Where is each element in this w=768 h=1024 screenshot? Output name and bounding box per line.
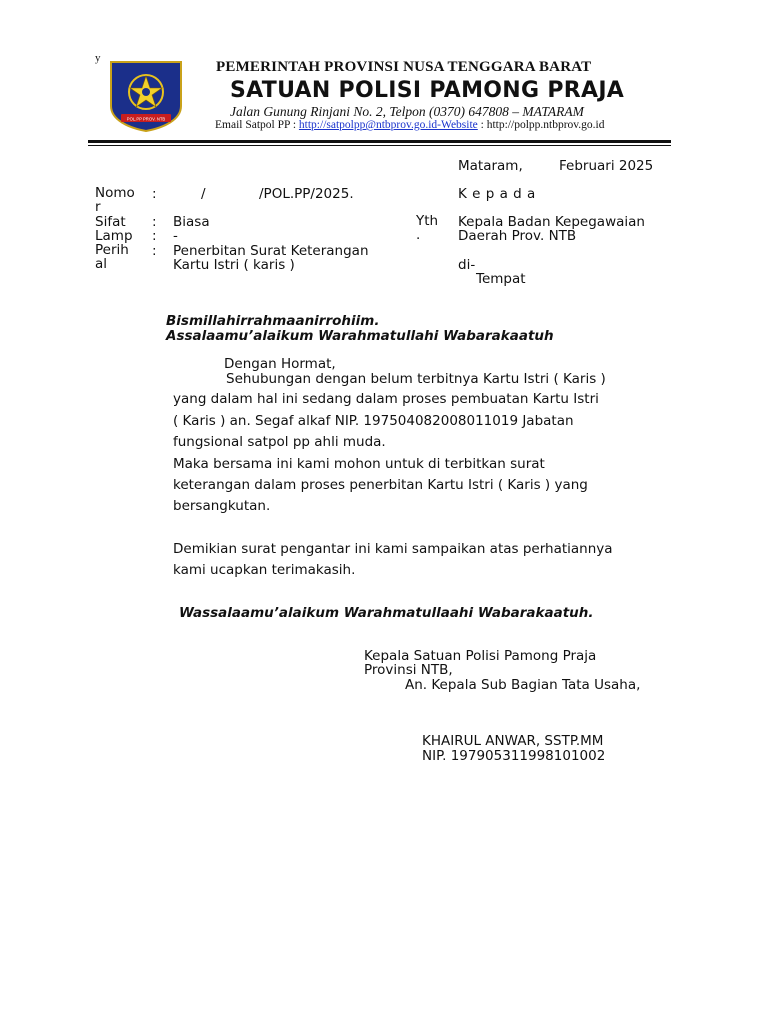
recipient-line2: Daerah Prov. NTB [458,228,577,244]
perihal-line2: Kartu Istri ( karis ) [173,257,295,273]
nomor-value: /POL.PP/2025. [259,186,354,202]
email-prefix: Email Satpol PP : [215,119,299,131]
kepada-label: K e p a d a [458,186,536,202]
paragraph2-line3: bersangkutan. [173,498,271,514]
recipient-tempat: Tempat [476,271,526,287]
header-rule-thick [88,140,671,143]
perihal-line1: Penerbitan Surat Keterangan [173,243,369,259]
closing-salam: Wassalaamu’alaikum Warahmatullaahi Wabarakaatuh. [179,605,594,621]
bismillah: Bismillahirrahmaanirrohiim. [166,313,380,329]
sifat-value: Biasa [173,214,210,230]
paragraph3-line1: Demikian surat pengantar ini kami sampaikan atas perhatiannya [173,541,613,557]
paragraph2-line1: Maka bersama ini kami mohon untuk di terbitkan surat [173,456,545,472]
lamp-colon: : [152,228,157,244]
nomor-label: Nomo r [95,185,135,215]
date-place: Mataram, [458,158,523,174]
paragraph3-line2: kami ucapkan terimakasih. [173,562,356,578]
perihal-colon: : [152,243,157,259]
signature-on-behalf: An. Kepala Sub Bagian Tata Usaha, [405,677,641,693]
signature-title: Kepala Satuan Polisi Pamong Praja [364,648,597,664]
letterhead-agency: SATUAN POLISI PAMONG PRAJA [230,78,625,103]
lamp-label: Lamp [95,228,133,244]
nomor-colon: : [152,186,157,202]
header-rule-thin [88,145,671,146]
paragraph1-line4: fungsional satpol pp ahli muda. [173,434,386,450]
logo-caption: POL.PP PROV. NTB [126,116,166,122]
paragraph1-line2: yang dalam hal ini sedang dalam proses pembuatan Kartu Istri [173,391,599,407]
paragraph1-line3: ( Karis ) an. Segaf alkaf NIP. 197504082008011019 Jabatan [173,413,574,429]
letterhead-government: PEMERINTAH PROVINSI NUSA TENGGARA BARAT [216,59,592,75]
website-text: : http://polpp.ntbprov.go.id [477,119,605,131]
hormat: Dengan Hormat, [224,356,336,372]
signatory-name: KHAIRUL ANWAR, SSTP.MM [422,733,604,749]
signature-province: Provinsi NTB, [364,662,453,678]
letterhead-email [215,119,605,131]
date-month-year: Februari 2025 [559,158,654,174]
stray-mark: y [95,52,101,64]
letterhead-address: Jalan Gunung Rinjani No. 2, Telpon (0370) 647808 – MATARAM [230,104,584,119]
nomor-slash: / [201,186,206,202]
sifat-label: Sifat [95,214,126,230]
lamp-value: - [173,228,178,244]
email-link[interactable]: http://satpolpp@ntbprov.go.id-Website [298,119,478,131]
paragraph1-line1: Sehubungan dengan belum terbitnya Kartu Istri ( Karis ) [226,371,606,387]
recipient-line1: Kepala Badan Kepegawaian [458,214,645,230]
satpol-pp-logo [107,60,185,132]
sifat-colon: : [152,214,157,230]
paragraph2-line2: keterangan dalam proses penerbitan Kartu Istri ( Karis ) yang [173,477,588,493]
recipient-di: di- [458,257,476,273]
signatory-nip: NIP. 197905311998101002 [422,748,606,764]
perihal-label: Perih al [95,242,129,272]
yth-label: Yth . [416,213,439,243]
greeting-salam: Assalaamu’alaikum Warahmatullahi Wabarakaatuh [166,328,554,344]
